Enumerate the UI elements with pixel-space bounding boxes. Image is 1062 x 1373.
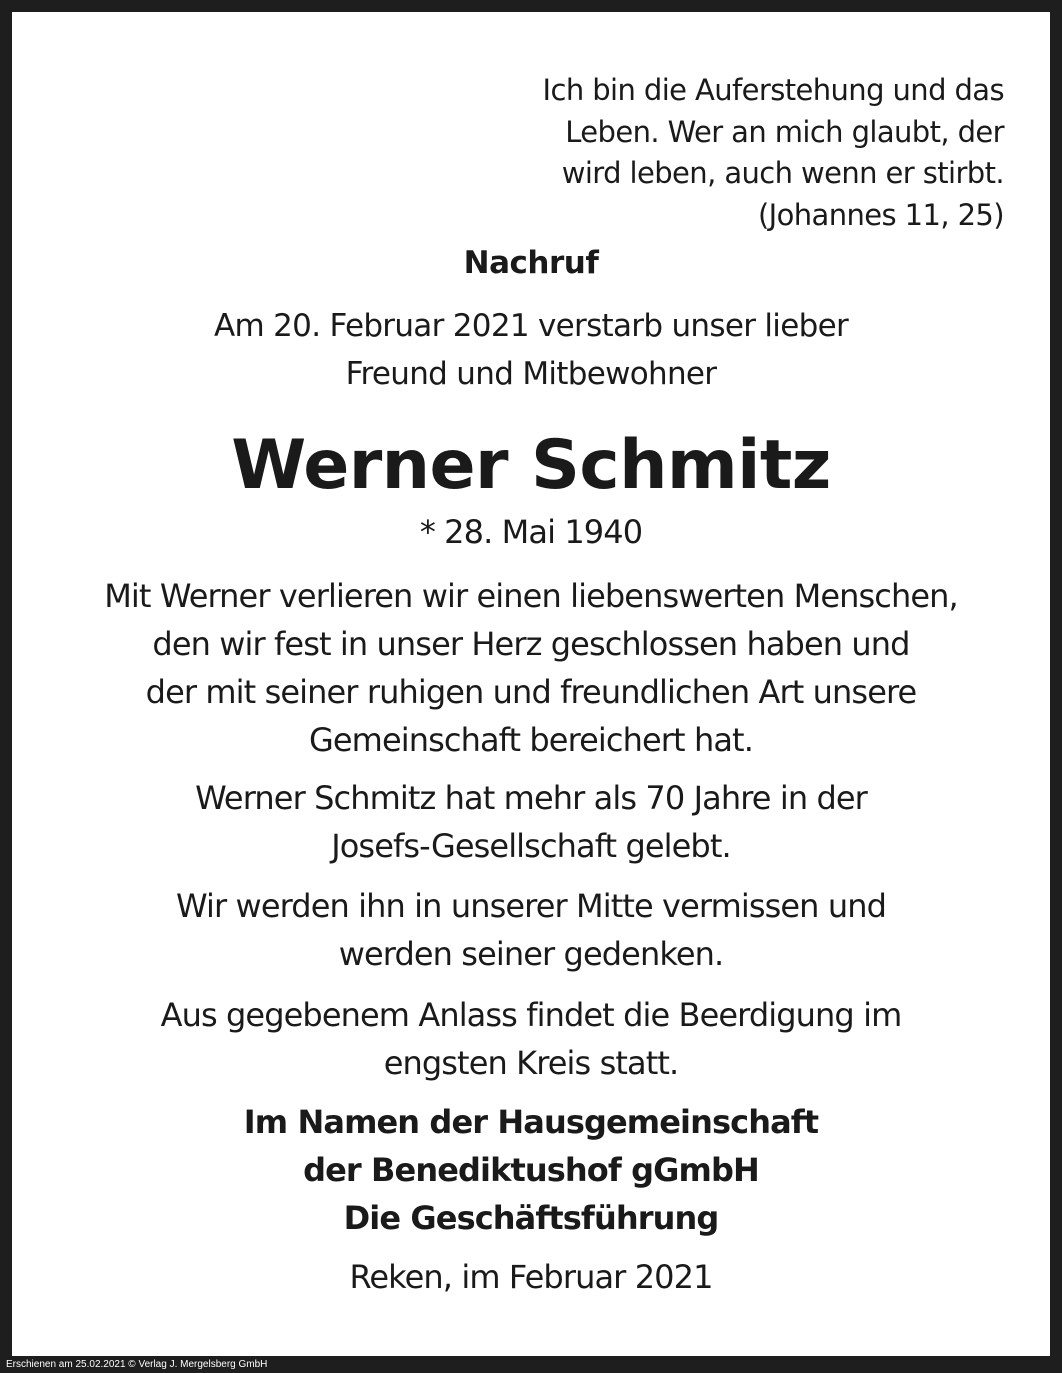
paragraph-line: Mit Werner verlieren wir einen liebenswerten Menschen, [104,577,958,615]
signature-line: Im Namen der Hausgemeinschaft [243,1103,819,1141]
tribute-paragraph [12,572,1050,764]
remembrance-paragraph [12,882,1050,978]
paragraph-line: Gemeinschaft bereichert hat. [309,721,753,759]
notice-heading: Nachruf [463,245,599,281]
paragraph-line: werden seiner gedenken. [338,935,724,973]
paragraph-line: der mit seiner ruhigen und freundlichen Art unsere [145,673,917,711]
paragraph-line: engsten Kreis statt. [383,1044,679,1082]
bible-verse [444,70,1004,236]
place-and-date: Reken, im Februar 2021 [349,1258,713,1296]
signature-line: Die Geschäftsführung [343,1199,719,1237]
verse-line: Ich bin die Auferstehung und das [542,73,1004,107]
signature-line: der Benediktushof gGmbH [303,1151,759,1189]
announcement-line: Am 20. Februar 2021 verstarb unser lieber [214,308,848,344]
paragraph-line: Josefs-Gesellschaft gelebt. [331,827,731,865]
publication-footer: Erschienen am 25.02.2021 © Verlag J. Mergelsberg GmbH [6,1359,268,1370]
deceased-name: Werner Schmitz [231,426,831,505]
paragraph-line: Wir werden ihn in unserer Mitte vermissen und [175,887,887,925]
paragraph-line: Werner Schmitz hat mehr als 70 Jahre in der [195,779,867,817]
announcement-line: Freund und Mitbewohner [345,356,717,392]
signature-block [12,1098,1050,1242]
verse-line: Leben. Wer an mich glaubt, der [565,114,1004,149]
paragraph-line: den wir fest in unser Herz geschlossen haben und [152,625,910,663]
funeral-paragraph [12,991,1050,1087]
death-announcement [12,302,1050,398]
obituary-notice [12,12,1050,1356]
birth-date: * 28. Mai 1940 [419,513,643,551]
verse-line: wird leben, auch wenn er stirbt. [561,156,1004,190]
verse-reference: (Johannes 11, 25) [757,197,1004,232]
history-paragraph [12,774,1050,870]
paragraph-line: Aus gegebenem Anlass findet die Beerdigung im [160,996,902,1034]
